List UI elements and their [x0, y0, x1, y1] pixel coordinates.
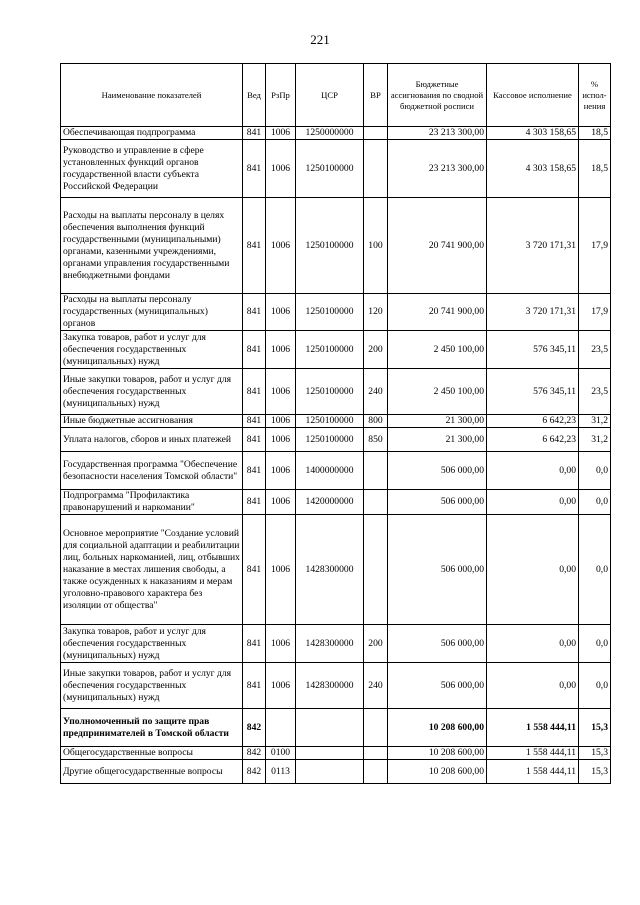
cell-csr: 1400000000: [296, 452, 364, 490]
cell-percent: 17,9: [579, 198, 611, 294]
table-header-row: [61, 64, 611, 127]
cell-cash: 576 345,11: [487, 369, 579, 415]
cell-vr: 800: [364, 415, 388, 428]
cell-vr: [364, 140, 388, 198]
cell-vr: 120: [364, 294, 388, 331]
cell-rzpr: 0113: [266, 760, 296, 784]
cell-ved: 841: [243, 127, 266, 140]
cell-percent: 31,2: [579, 415, 611, 428]
cell-cash: 1 558 444,11: [487, 760, 579, 784]
cell-budget: 10 208 600,00: [388, 709, 487, 747]
cell-vr: [364, 490, 388, 515]
cell-name: Иные бюджетные ассигнования: [61, 415, 243, 428]
cell-ved: 841: [243, 452, 266, 490]
cell-name: Другие общегосударственные вопросы: [61, 760, 243, 784]
cell-budget: 20 741 900,00: [388, 294, 487, 331]
cell-percent: 18,5: [579, 127, 611, 140]
header-budget: Бюджетные ассигнования по сводной бюджетной росписи: [388, 64, 487, 127]
cell-name: Уполномоченный по защите прав предпринимателей в Томской области: [61, 709, 243, 747]
cell-csr: 1428300000: [296, 663, 364, 709]
cell-rzpr: 1006: [266, 428, 296, 452]
cell-csr: [296, 709, 364, 747]
cell-cash: 0,00: [487, 625, 579, 663]
cell-budget: 23 213 300,00: [388, 127, 487, 140]
cell-rzpr: 1006: [266, 452, 296, 490]
table-row: [61, 369, 611, 415]
cell-csr: 1250100000: [296, 369, 364, 415]
table-row: [61, 127, 611, 140]
cell-percent: 23,5: [579, 369, 611, 415]
cell-csr: 1250000000: [296, 127, 364, 140]
cell-rzpr: 1006: [266, 331, 296, 369]
cell-cash: 6 642,23: [487, 415, 579, 428]
cell-budget: 2 450 100,00: [388, 369, 487, 415]
cell-vr: 100: [364, 198, 388, 294]
cell-csr: [296, 747, 364, 760]
cell-percent: 18,5: [579, 140, 611, 198]
cell-budget: 23 213 300,00: [388, 140, 487, 198]
cell-vr: 240: [364, 369, 388, 415]
cell-percent: 0,0: [579, 452, 611, 490]
cell-csr: 1420000000: [296, 490, 364, 515]
cell-csr: 1250100000: [296, 294, 364, 331]
cell-ved: 842: [243, 760, 266, 784]
table-row: [61, 198, 611, 294]
cell-budget: 506 000,00: [388, 452, 487, 490]
budget-execution-table: [60, 63, 611, 784]
cell-ved: 841: [243, 369, 266, 415]
cell-rzpr: 1006: [266, 415, 296, 428]
table-row: [61, 415, 611, 428]
header-cash: Кассовое исполнение: [487, 64, 579, 127]
cell-cash: 3 720 171,31: [487, 294, 579, 331]
cell-ved: 842: [243, 747, 266, 760]
cell-csr: 1250100000: [296, 428, 364, 452]
cell-ved: 841: [243, 140, 266, 198]
cell-ved: 841: [243, 415, 266, 428]
table-row: [61, 490, 611, 515]
table-row: [61, 452, 611, 490]
cell-rzpr: 0100: [266, 747, 296, 760]
cell-budget: 2 450 100,00: [388, 331, 487, 369]
cell-vr: 850: [364, 428, 388, 452]
cell-percent: 0,0: [579, 515, 611, 625]
cell-vr: 200: [364, 625, 388, 663]
cell-rzpr: 1006: [266, 294, 296, 331]
cell-rzpr: 1006: [266, 140, 296, 198]
cell-csr: 1428300000: [296, 625, 364, 663]
cell-name: Обеспечивающая подпрограмма: [61, 127, 243, 140]
cell-vr: 200: [364, 331, 388, 369]
cell-ved: 841: [243, 625, 266, 663]
cell-vr: 240: [364, 663, 388, 709]
cell-budget: 506 000,00: [388, 490, 487, 515]
table-body: [61, 127, 611, 784]
cell-cash: 6 642,23: [487, 428, 579, 452]
cell-rzpr: 1006: [266, 198, 296, 294]
cell-csr: 1428300000: [296, 515, 364, 625]
cell-rzpr: 1006: [266, 369, 296, 415]
cell-percent: 0,0: [579, 663, 611, 709]
cell-budget: 506 000,00: [388, 663, 487, 709]
cell-name: Подпрограмма "Профилактика правонарушений и наркомании": [61, 490, 243, 515]
header-name: Наименование показателей: [61, 64, 243, 127]
cell-budget: 10 208 600,00: [388, 747, 487, 760]
cell-budget: 10 208 600,00: [388, 760, 487, 784]
cell-name: Расходы на выплаты персоналу в целях обеспечения выполнения функций государственными (муниципальными) органами, казенными учреждениями, органами управления государственными внебюджетными фондами: [61, 198, 243, 294]
cell-percent: 15,3: [579, 709, 611, 747]
cell-ved: 841: [243, 428, 266, 452]
cell-percent: 0,0: [579, 625, 611, 663]
cell-cash: 4 303 158,65: [487, 140, 579, 198]
table-row: [61, 760, 611, 784]
table-row: [61, 709, 611, 747]
cell-ved: 841: [243, 490, 266, 515]
cell-name: Закупка товаров, работ и услуг для обеспечения государственных (муниципальных) нужд: [61, 625, 243, 663]
cell-vr: [364, 760, 388, 784]
cell-name: Иные закупки товаров, работ и услуг для обеспечения государственных (муниципальных) нужд: [61, 369, 243, 415]
cell-csr: [296, 760, 364, 784]
cell-cash: 1 558 444,11: [487, 709, 579, 747]
cell-name: Расходы на выплаты персоналу государственных (муниципальных) органов: [61, 294, 243, 331]
cell-cash: 1 558 444,11: [487, 747, 579, 760]
cell-name: Основное мероприятие "Создание условий для социальной адаптации и реабилитации лиц, больных наркоманией, лиц, отбывших наказание в местах лишения свободы, а также осужденных к наказаниям и мерам уголовно-правового характера без изоляции от общества": [61, 515, 243, 625]
cell-cash: 0,00: [487, 490, 579, 515]
cell-budget: 21 300,00: [388, 415, 487, 428]
page-number: 221: [310, 32, 330, 47]
table-row: [61, 515, 611, 625]
table-row: [61, 428, 611, 452]
cell-rzpr: 1006: [266, 127, 296, 140]
cell-percent: 15,3: [579, 747, 611, 760]
header-csr: ЦСР: [296, 64, 364, 127]
cell-percent: 17,9: [579, 294, 611, 331]
cell-vr: [364, 747, 388, 760]
cell-budget: 506 000,00: [388, 515, 487, 625]
header-rzpr: РзПр: [266, 64, 296, 127]
header-percent: % испол-нения: [579, 64, 611, 127]
cell-cash: 576 345,11: [487, 331, 579, 369]
cell-csr: 1250100000: [296, 140, 364, 198]
table-row: [61, 140, 611, 198]
cell-ved: 841: [243, 663, 266, 709]
header-vr: ВР: [364, 64, 388, 127]
cell-csr: 1250100000: [296, 415, 364, 428]
cell-cash: 0,00: [487, 452, 579, 490]
cell-rzpr: [266, 709, 296, 747]
cell-percent: 15,3: [579, 760, 611, 784]
cell-vr: [364, 127, 388, 140]
cell-rzpr: 1006: [266, 663, 296, 709]
header-ved: Вед: [243, 64, 266, 127]
table-row: [61, 625, 611, 663]
cell-ved: 841: [243, 515, 266, 625]
cell-name: Закупка товаров, работ и услуг для обеспечения государственных (муниципальных) нужд: [61, 331, 243, 369]
cell-vr: [364, 709, 388, 747]
cell-name: Иные закупки товаров, работ и услуг для обеспечения государственных (муниципальных) нужд: [61, 663, 243, 709]
cell-cash: 3 720 171,31: [487, 198, 579, 294]
cell-budget: 20 741 900,00: [388, 198, 487, 294]
cell-vr: [364, 515, 388, 625]
cell-rzpr: 1006: [266, 490, 296, 515]
cell-ved: 841: [243, 198, 266, 294]
cell-ved: 841: [243, 331, 266, 369]
cell-percent: 0,0: [579, 490, 611, 515]
cell-csr: 1250100000: [296, 331, 364, 369]
cell-rzpr: 1006: [266, 625, 296, 663]
cell-ved: 841: [243, 294, 266, 331]
table-row: [61, 663, 611, 709]
cell-percent: 31,2: [579, 428, 611, 452]
cell-name: Руководство и управление в сфере установленных функций органов государственной власти субъекта Российской Федерации: [61, 140, 243, 198]
cell-name: Уплата налогов, сборов и иных платежей: [61, 428, 243, 452]
table-row: [61, 294, 611, 331]
cell-vr: [364, 452, 388, 490]
cell-name: Общегосударственные вопросы: [61, 747, 243, 760]
cell-budget: 506 000,00: [388, 625, 487, 663]
cell-ved: 842: [243, 709, 266, 747]
cell-cash: 0,00: [487, 663, 579, 709]
cell-percent: 23,5: [579, 331, 611, 369]
table-row: [61, 747, 611, 760]
cell-cash: 4 303 158,65: [487, 127, 579, 140]
table-row: [61, 331, 611, 369]
cell-csr: 1250100000: [296, 198, 364, 294]
cell-name: Государственная программа "Обеспечение безопасности населения Томской области": [61, 452, 243, 490]
cell-budget: 21 300,00: [388, 428, 487, 452]
cell-cash: 0,00: [487, 515, 579, 625]
cell-rzpr: 1006: [266, 515, 296, 625]
